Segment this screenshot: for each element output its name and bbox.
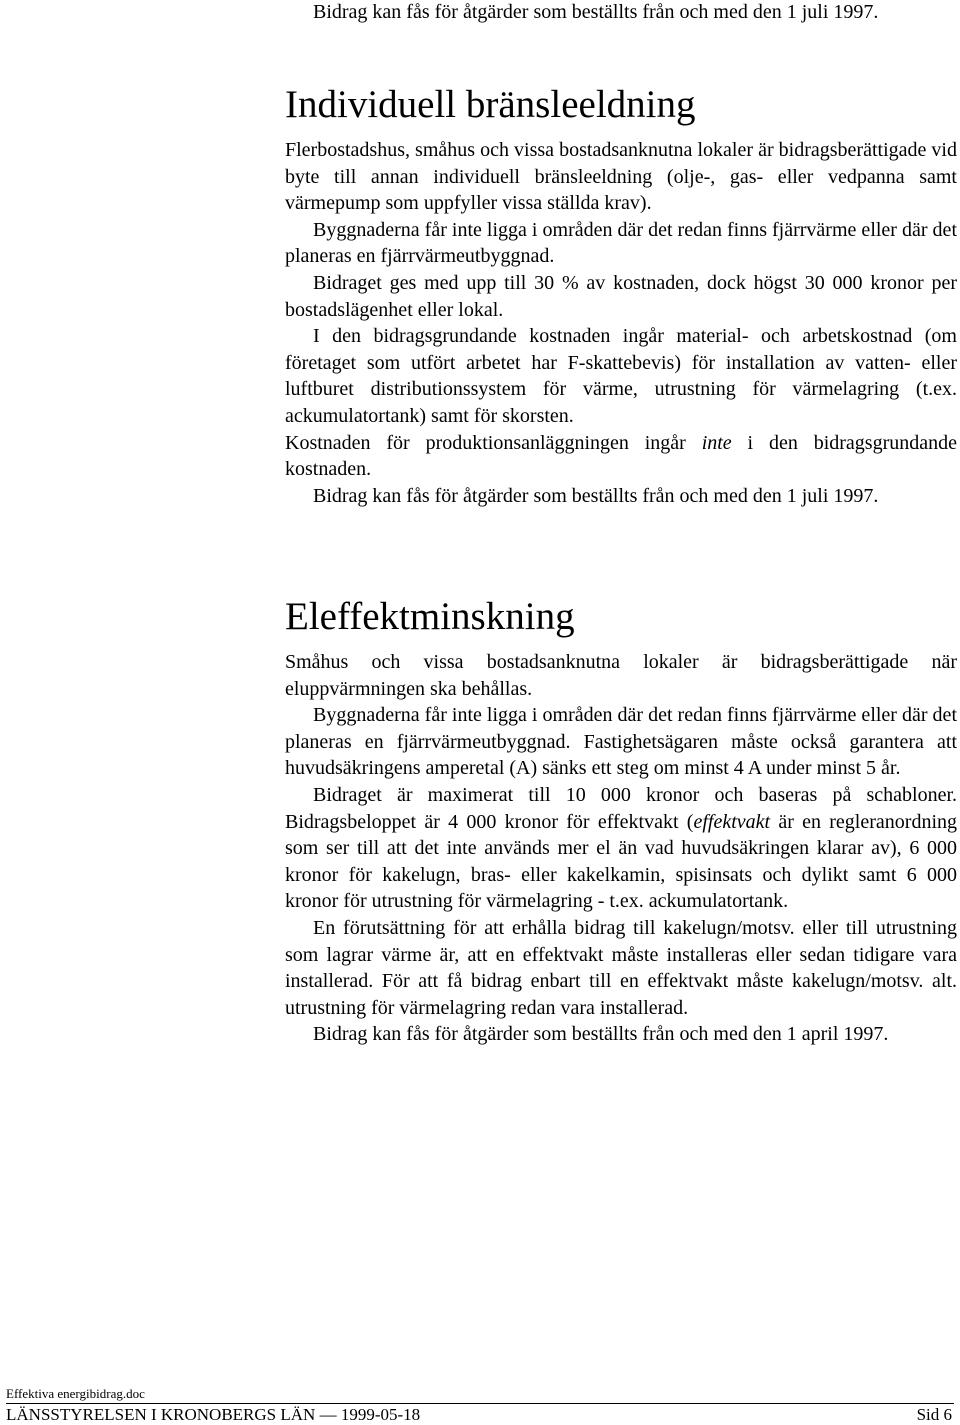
paragraph: En förutsättning för att erhålla bidrag till kakelugn/motsv. eller till utrustning som lagrar värme är, att en effektvakt måste installeras eller sedan tidigare vara installerad. För att få bidrag enbart till en effektvakt måste kakelugn/motsv. alt. utrustning för värmelagring redan vara installerad. [285, 916, 957, 1019]
emphasis: effektvakt [693, 810, 771, 833]
footer-filename: Effektiva energibidrag.doc [6, 1386, 145, 1401]
paragraph: Bidrag kan fås för åtgärder som beställts från och med den 1 juli 1997. [313, 484, 879, 507]
paragraph [285, 430, 957, 483]
text-span: Bidraget är maximerat till 10 000 kronor och baseras på schabloner. Bidragsbeloppet är 4 000 kronor för effektvakt ( [285, 783, 957, 833]
paragraph [285, 323, 957, 429]
section-body-power [285, 649, 957, 1048]
paragraph: Bidrag kan fås för åtgärder som beställts från och med den 1 juli 1997. [313, 1, 879, 23]
paragraph: Byggnaderna får inte ligga i områden där det redan finns fjärrvärme eller där det planeras en fjärrvärmeutbyggnad. [285, 218, 957, 268]
section-heading-fuel: Individuell bränsleeldning [285, 83, 696, 126]
paragraph: Småhus och vissa bostadsanknutna lokaler är bidragsberättigade när eluppvärmningen ska behållas. [285, 651, 957, 700]
paragraph [285, 782, 957, 915]
footer-page-number: Sid 6 [916, 1405, 952, 1424]
paragraph: Bidrag kan fås för åtgärder som beställts från och med den 1 april 1997. [313, 1023, 889, 1046]
paragraph: Flerbostadshus, småhus och vissa bostadsanknutna lokaler är bidragsberättigade vid byte till annan individuell bränsleeldning (olje-, gas- eller vedpanna samt värmepump som uppfyller vissa ställda krav). [285, 139, 957, 215]
paragraph: Bidraget ges med upp till 30 % av kostnaden, dock högst 30 000 kronor per bostadslägenhet eller lokal. [285, 271, 957, 321]
previous-section-closing [285, 0, 957, 26]
paragraph: Byggnaderna får inte ligga i områden där det redan finns fjärrvärme eller där det planeras en fjärrvärmeutbyggnad. Fastighetsägaren måste också garantera att huvudsäkringens amperetal (A) sänks ett steg om minst 4 A under minst 5 år. [285, 704, 957, 780]
emphasis: inte [701, 431, 732, 454]
section-heading-power: Eleffektminskning [285, 595, 575, 638]
section-body-fuel [285, 137, 957, 509]
text-span: Kostnaden för produktionsanläggningen ingår [285, 431, 702, 454]
text-span: I den bidragsgrundande kostnaden ingår material- och arbetskostnad (om företaget som utfört arbetet har F-skattebevis) för installation av vatten- eller luftburet distributionssystem för värme, utrustning för värmelagring (t.ex. ackumulatortank) samt för skorsten. [285, 325, 957, 427]
text-span: är en regleranordning som ser till att det inte används mer el än vad huvudsäkringen klarar av), 6 000 kronor för kakelugn, bras- eller kakelkamin, spisinsats och dylikt samt 6 000 kronor för utrustning för värmelagring - t.ex. ackumulatortank. [285, 810, 957, 913]
footer-organization-date: LÄNSSTYRELSEN I KRONOBERGS LÄN — 1999-05-18 [6, 1405, 421, 1424]
text-span: i den bidragsgrundande kostnaden. [285, 431, 957, 481]
footer-divider [6, 1403, 954, 1404]
